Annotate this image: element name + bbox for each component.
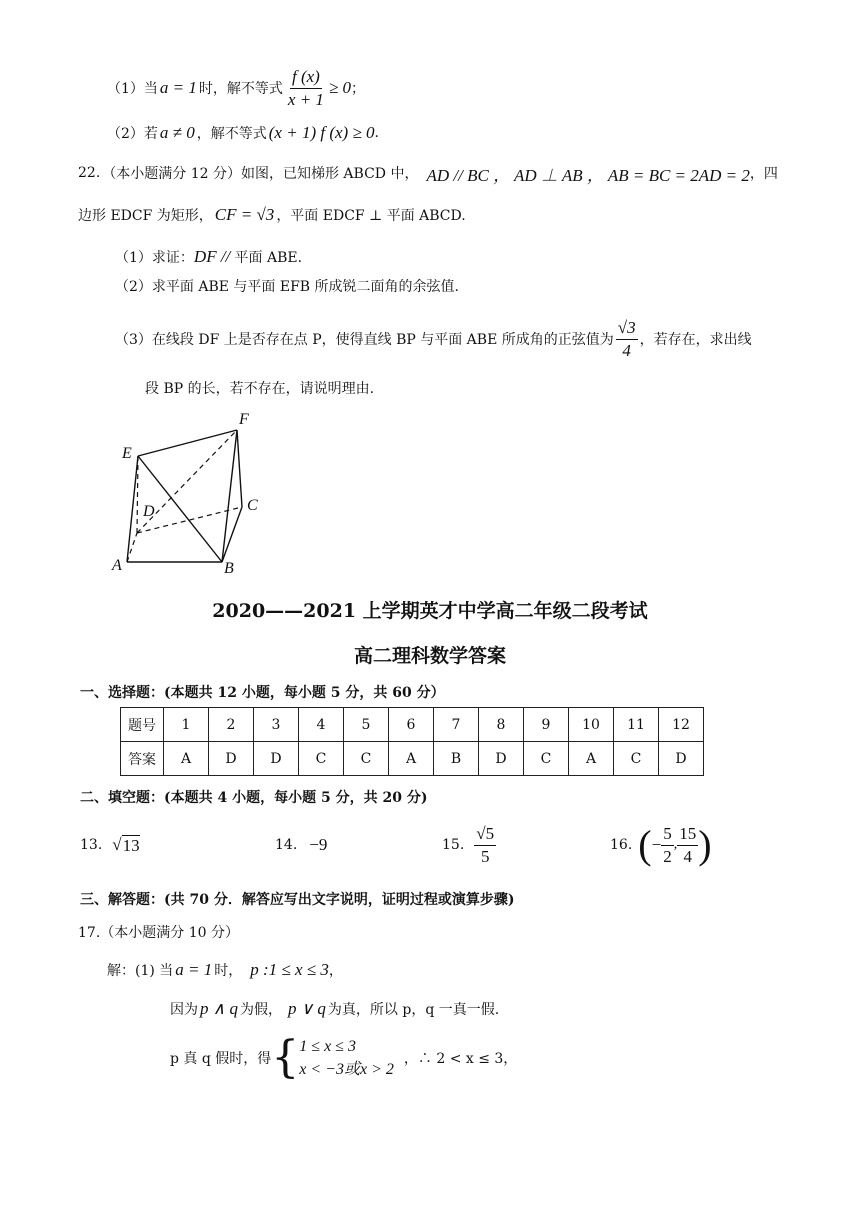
fill-fraction-a (661, 824, 674, 866)
table-cell: 3 (254, 708, 299, 742)
fill-value: −9 (309, 835, 328, 854)
label-A: A (112, 557, 122, 574)
q17-l2-c: 为真，所以 p，q 一真一假. (327, 1002, 500, 1018)
q22-sub1-a: （1）求证： (115, 250, 194, 266)
geometry-figure (100, 408, 280, 583)
q22-sub3 (115, 316, 752, 362)
left-brace: { (271, 1032, 300, 1083)
section-choice-heading: 一、选择题：(本题共 12 小题，每小题 5 分，共 60 分） (80, 685, 445, 701)
q17-l2-b: 为假， (239, 1002, 282, 1018)
section-fill-heading: 二、填空题：(本题共 4 小题，每小题 5 分，共 20 分) (80, 790, 428, 806)
q22-number: 22. (78, 165, 101, 181)
q17-l3-b: ，∴ 2 < x ≤ 3， (403, 1051, 518, 1067)
q17-line3 (170, 1032, 517, 1084)
q17-l3-a: p 真 q 假时，得 (170, 1051, 272, 1067)
table-cell: D (479, 742, 524, 776)
fill-label: 14. (275, 837, 298, 853)
fraction-denominator: x + 1 (287, 89, 324, 109)
table-cell: 8 (479, 708, 524, 742)
label-C: C (247, 497, 258, 514)
q21-part1 (107, 68, 365, 108)
table-header-answer: 答案 (121, 742, 164, 776)
label-B: B (224, 560, 234, 577)
paren-open: ( (638, 822, 652, 867)
fill-label: 13. (80, 837, 103, 853)
q21-part1-end: ； (351, 81, 366, 97)
system-bottom: x < −3或x > 2 (299, 1061, 394, 1078)
table-cell: D (659, 742, 704, 776)
sqrt-symbol: √ (112, 835, 122, 854)
table-cell: A (389, 742, 434, 776)
q17-l1-math: a = 1 (175, 960, 213, 979)
table-cell: 12 (659, 708, 704, 742)
section-solution-heading: 三、解答题：(共 70 分．解答应写出文字说明，证明过程或演算步骤) (80, 892, 515, 908)
table-cell: C (614, 742, 659, 776)
label-E: E (122, 445, 132, 462)
fill-answer-14 (275, 832, 327, 858)
q17-l2-math2: p ∨ q (287, 999, 326, 1018)
fraction-numerator: √5 (474, 824, 496, 846)
q22-line1 (78, 161, 778, 185)
answer-title: 2020——2021 上学期英才中学高二年级二段考试 (212, 600, 648, 622)
q22-sub1 (115, 245, 302, 269)
table-cell: 4 (299, 708, 344, 742)
fraction-denominator: 2 (663, 846, 672, 866)
table-cell: A (569, 742, 614, 776)
q22-sub2: （2）求平面 ABE 与平面 EFB 所成锐二面角的余弦值. (115, 279, 459, 295)
edge-FC (237, 430, 242, 507)
fraction-numerator: f (x) (290, 67, 322, 89)
fill-label: 15. (442, 837, 465, 853)
fill-fraction (474, 824, 496, 866)
q21-part2-end: . (374, 125, 379, 141)
q21-part2-mid: ，解不等式 (196, 126, 267, 142)
q21-part1-mid: 时，解不等式 (198, 81, 283, 97)
table-cell: 6 (389, 708, 434, 742)
fraction-numerator: 5 (661, 824, 674, 846)
q17-l1-a: 解：(1) 当 (107, 963, 174, 979)
answer-table (120, 707, 704, 776)
table-cell: 1 (164, 708, 209, 742)
table-row-numbers (121, 708, 704, 742)
table-cell: D (254, 742, 299, 776)
table-cell: 9 (524, 708, 569, 742)
q22-line2-a: 边形 EDCF 为矩形， (78, 208, 213, 224)
q21-part1-fraction (286, 67, 326, 109)
q22-line2 (78, 202, 466, 228)
q17-heading: 17.（本小题满分 10 分） (78, 925, 239, 941)
comma: , (673, 837, 678, 852)
minus-sign: − (651, 835, 662, 854)
q17-l1-c: ， (328, 963, 343, 979)
q21-part1-prefix: （1）当 (107, 81, 158, 97)
fraction-denominator: 5 (480, 846, 490, 866)
label-D: D (143, 503, 155, 520)
q21-part2-expr: (x + 1) f (x) ≥ 0 (268, 123, 375, 142)
label-F: F (239, 411, 249, 428)
table-header-question: 题号 (121, 708, 164, 742)
q22-sub3-fraction (616, 318, 638, 360)
fill-answer-16 (610, 820, 712, 870)
q21-part2-cond: a ≠ 0 (159, 123, 195, 142)
q21-part2-prefix: （2）若 (107, 126, 158, 142)
table-cell: C (344, 742, 389, 776)
q22-sub3-b: ，若存在，求出线 (639, 332, 752, 348)
q22-line1-math: AD // BC ， AD ⊥ AB ， AB = BC = 2AD = 2 (426, 165, 750, 185)
q17-line2 (170, 997, 499, 1021)
q17-l1-b: 时， (214, 963, 243, 979)
table-row-answers (121, 742, 704, 776)
q17-l2-math1: p ∧ q (200, 999, 238, 1018)
q17-l2-a: 因为 (170, 1002, 198, 1018)
q21-part2 (107, 121, 379, 145)
table-cell: 11 (614, 708, 659, 742)
fill-answer-13 (80, 832, 140, 858)
system-top: 1 ≤ x ≤ 3 (299, 1037, 356, 1055)
table-cell: 10 (569, 708, 614, 742)
fill-value: 13 (122, 835, 140, 855)
q17-line1 (107, 958, 343, 982)
q21-part1-rel: ≥ 0 (328, 78, 352, 97)
edge-EF (138, 430, 237, 456)
q22-line1-end: ，四 (749, 166, 778, 182)
fill-fraction-b (677, 824, 698, 866)
fraction-denominator: 4 (622, 340, 631, 360)
table-cell: 2 (209, 708, 254, 742)
table-cell: A (164, 742, 209, 776)
q22-line2-b: ，平面 EDCF ⊥ 平面 ABCD. (276, 208, 466, 224)
system-of-inequalities (299, 1035, 394, 1081)
fraction-denominator: 4 (683, 846, 692, 866)
fill-label: 16. (610, 837, 633, 853)
fraction-numerator: √3 (616, 318, 638, 340)
q22-sub3-a: （3）在线段 DF 上是否存在点 P，使得直线 BP 与平面 ABE 所成角的正弦值为 (115, 332, 614, 348)
q17-l1-math2: p :1 ≤ x ≤ 3 (250, 960, 329, 979)
table-cell: C (524, 742, 569, 776)
table-cell: B (434, 742, 479, 776)
q22-sub3-cont: 段 BP 的长，若不存在，请说明理由. (145, 381, 375, 397)
table-cell: D (209, 742, 254, 776)
table-cell: 5 (344, 708, 389, 742)
fill-answer-15 (442, 822, 496, 868)
answer-subtitle: 高二理科数学答案 (353, 645, 506, 667)
q22-sub1-math: DF // (193, 247, 235, 266)
fraction-numerator: 15 (677, 824, 698, 846)
table-cell: C (299, 742, 344, 776)
paren-close: ) (698, 822, 712, 867)
q21-part1-cond: a = 1 (159, 78, 197, 97)
q22-line2-math: CF = √3 (214, 205, 275, 224)
q22-sub1-b: 平面 ABE. (234, 250, 303, 266)
table-cell: 7 (434, 708, 479, 742)
edge-AE (127, 456, 138, 562)
q22-line1-text: （本小题满分 12 分）如图，已知梯形 ABCD 中， (102, 166, 419, 182)
